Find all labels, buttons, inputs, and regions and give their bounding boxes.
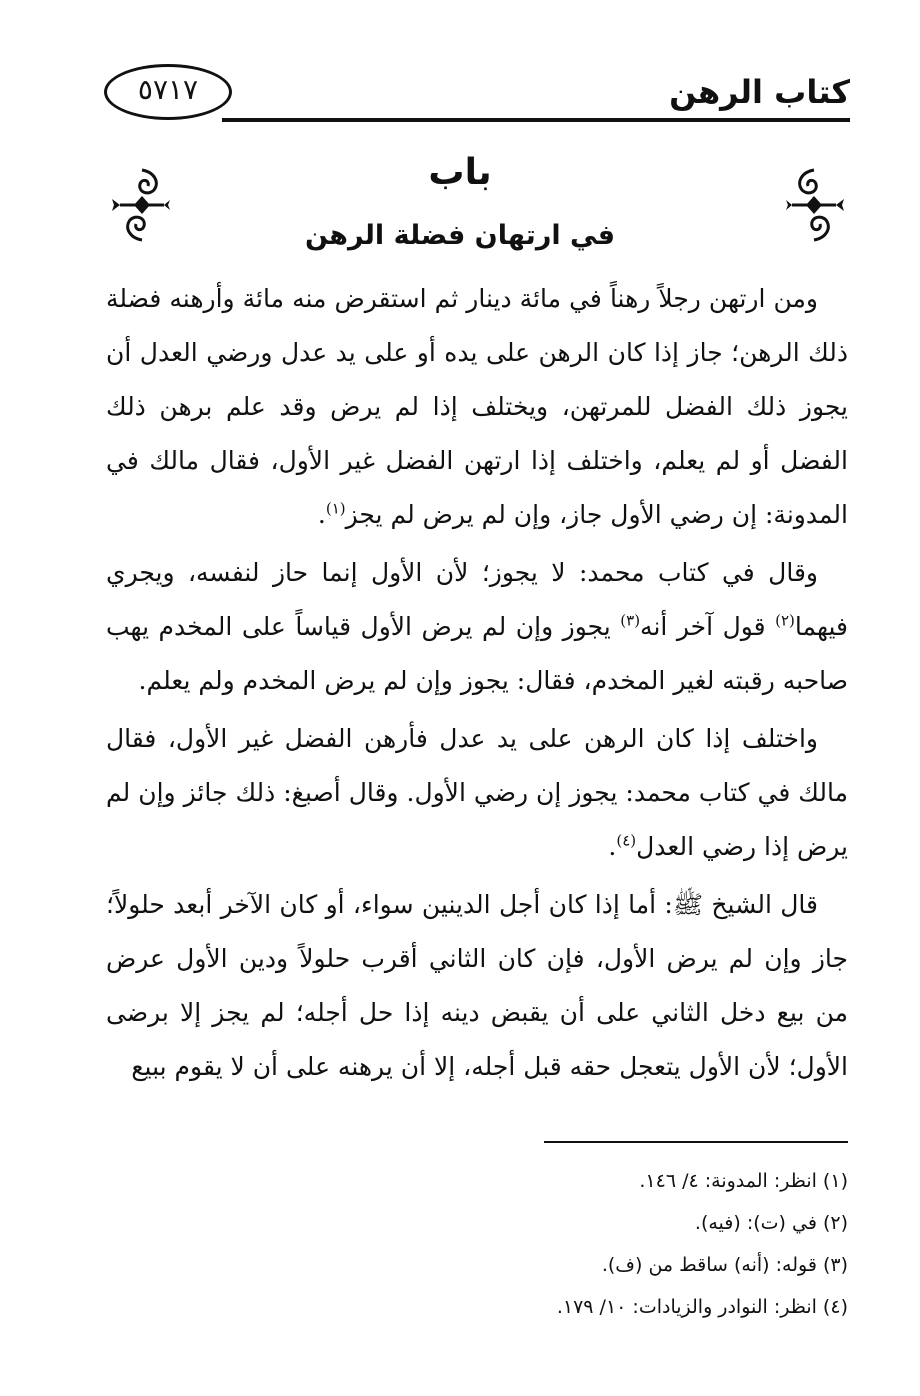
footnote-reference: (٢) <box>775 611 795 630</box>
paragraph <box>106 272 848 542</box>
paragraph-text: قول آخر أنه <box>640 612 776 641</box>
paragraph-text: واختلف إذا كان الرهن على يد عدل فأرهن الفضل غير الأول، فقال مالك في كتاب محمد: يجوز إن رضي الأول. وقال أصبغ: ذلك جائز وإن لم يرض إذا رضي العدل <box>106 724 848 861</box>
chapter-label: باب <box>428 152 492 193</box>
footnotes <box>106 1160 848 1328</box>
footnote: (٢) في (ت): (فيه). <box>694 1212 848 1234</box>
paragraph <box>106 878 848 1094</box>
footnote-reference: (١) <box>325 499 346 518</box>
paragraph <box>106 712 848 874</box>
paragraph-text: . <box>608 832 617 861</box>
paragraph-text: قال الشيخ ﷺ: أما إذا كان أجل الدينين سواء، أو كان الآخر أبعد حلولاً؛ جاز وإن لم يرض الأول، فإن كان الثاني أقرب حلولاً ودين الأول عرض من بيع دخل الثاني على أن يقبض دينه إذا حل أجله؛ لم يجز إلا برضى الأول؛ لأن الأول يتعجل حقه قبل أجله، إلا أن يرهنه على أن لا يقوم ببيع <box>106 890 848 1081</box>
header-rule <box>222 118 850 122</box>
footnote-rule <box>544 1141 848 1143</box>
chapter-title: في ارتهان فضلة الرهن <box>304 220 616 251</box>
paragraph-text: يجوز وإن لم يرض الأول قياساً على المخدم يهب صاحبه رقبته لغير المخدم، فقال: يجوز وإن لم يرض المخدم ولم يعلم. <box>106 612 848 695</box>
running-title: كتاب الرهن <box>669 73 850 111</box>
paragraph <box>106 546 848 708</box>
footnote: (١) انظر: المدونة: ٤/ ١٤٦. <box>639 1170 848 1192</box>
footnote-reference: (٣) <box>620 611 641 630</box>
paragraph-text: . <box>317 500 326 529</box>
footnote: (٤) انظر: النوادر والزيادات: ١٠/ ١٧٩. <box>556 1296 848 1318</box>
footnote-reference: (٤) <box>616 831 637 850</box>
footnote: (٣) قوله: (أنه) ساقط من (ف). <box>601 1254 848 1276</box>
page-number: ٥٧١٧ <box>137 73 199 106</box>
paragraph-text: ومن ارتهن رجلاً رهناً في مائة دينار ثم استقرض منه مائة وأرهنه فضلة ذلك الرهن؛ جاز إذا كان الرهن على يده أو على يد عدل ورضي العدل أن يجوز ذلك الفضل للمرتهن، ويختلف إذا لم يرض وقد علم برهن ذلك الفضل أو لم يعلم، واختلف إذا ارتهن الفضل غير الأول، فقال مالك في المدونة: إن رضي الأول جاز، وإن لم يرض لم يجز <box>106 284 848 529</box>
paragraph-text: وقال في كتاب محمد: لا يجوز؛ لأن الأول إنما حاز لنفسه، ويجري فيهما <box>106 558 848 641</box>
body-text <box>106 272 848 1098</box>
